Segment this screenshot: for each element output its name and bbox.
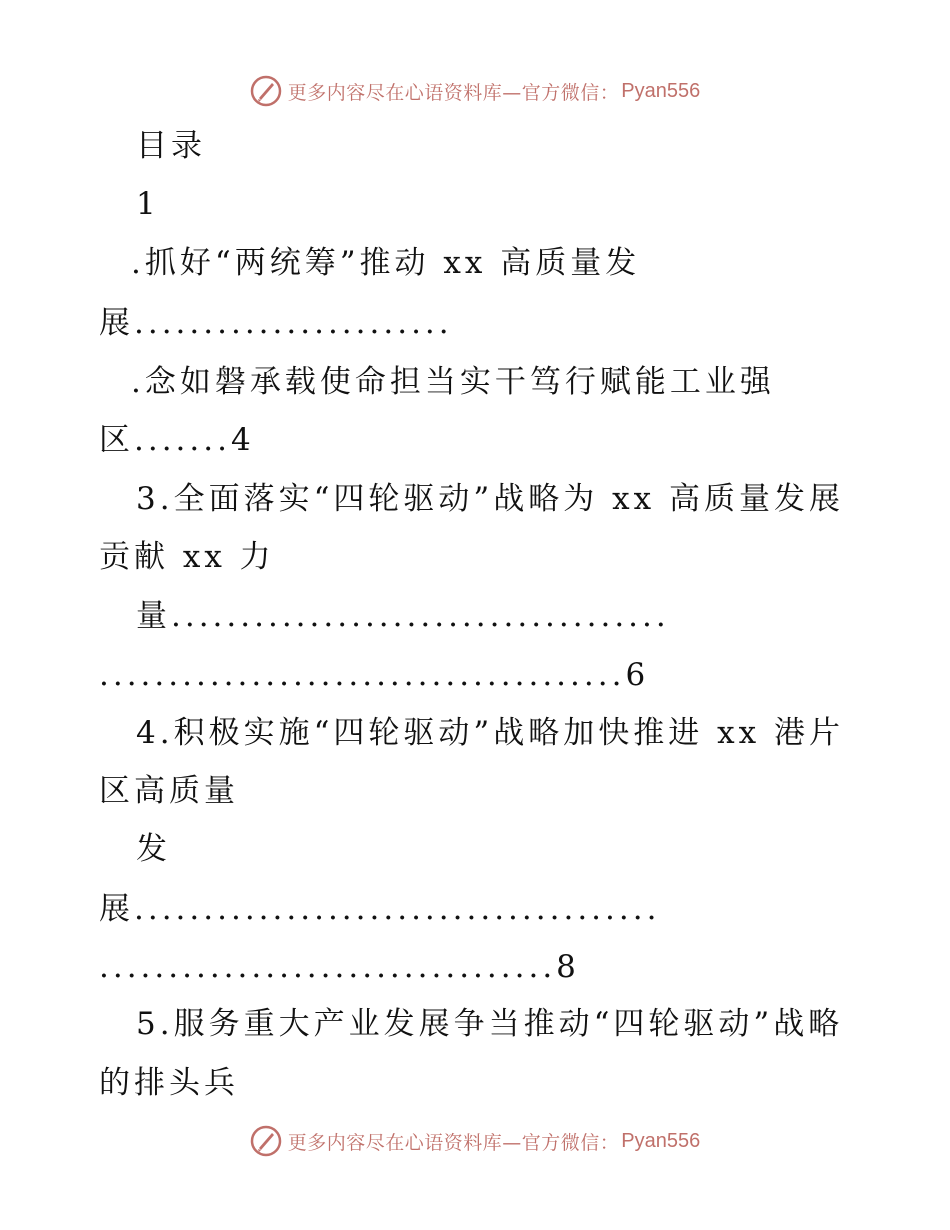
quill-logo-icon	[250, 75, 282, 107]
toc-line-1: 1	[136, 186, 160, 222]
toc-line-14: .................................8	[99, 949, 580, 985]
toc-line-4: .念如磐承载使命担当实干笃行赋能工业强	[131, 364, 775, 400]
toc-line-13: 展......................................	[99, 891, 661, 927]
toc-line-16: 的排头兵	[99, 1065, 239, 1101]
toc-line-8: 量....................................	[136, 598, 670, 634]
toc-line-5: 区.......4	[99, 422, 255, 458]
quill-logo-icon	[250, 1125, 282, 1157]
toc-line-12: 发	[136, 831, 171, 867]
toc-line-3: 展.......................	[99, 305, 453, 341]
watermark-text: 更多内容尽在心语资料库—官方微信：	[287, 81, 620, 104]
toc-line-7: 贡献 xx 力	[99, 539, 275, 575]
toc-line-10: 4.积极实施“四轮驱动”战略加快推进 xx 港片	[136, 715, 844, 751]
watermark-banner-bottom	[0, 1121, 950, 1161]
toc-line-9: ......................................6	[99, 657, 650, 693]
toc-line-11: 区高质量	[99, 773, 239, 809]
watermark-wechat-id: Pyan556	[621, 1129, 701, 1152]
toc-line-2: .抓好“两统筹”推动 xx 高质量发	[131, 245, 641, 281]
toc-title: 目录	[136, 128, 206, 164]
toc-line-15: 5.服务重大产业发展争当推动“四轮驱动”战略	[136, 1006, 844, 1042]
toc-line-6: 3.全面落实“四轮驱动”战略为 xx 高质量发展	[136, 481, 844, 517]
watermark-text: 更多内容尽在心语资料库—官方微信：	[287, 1131, 620, 1154]
watermark-banner-top	[0, 71, 950, 111]
watermark-wechat-id: Pyan556	[621, 79, 701, 102]
